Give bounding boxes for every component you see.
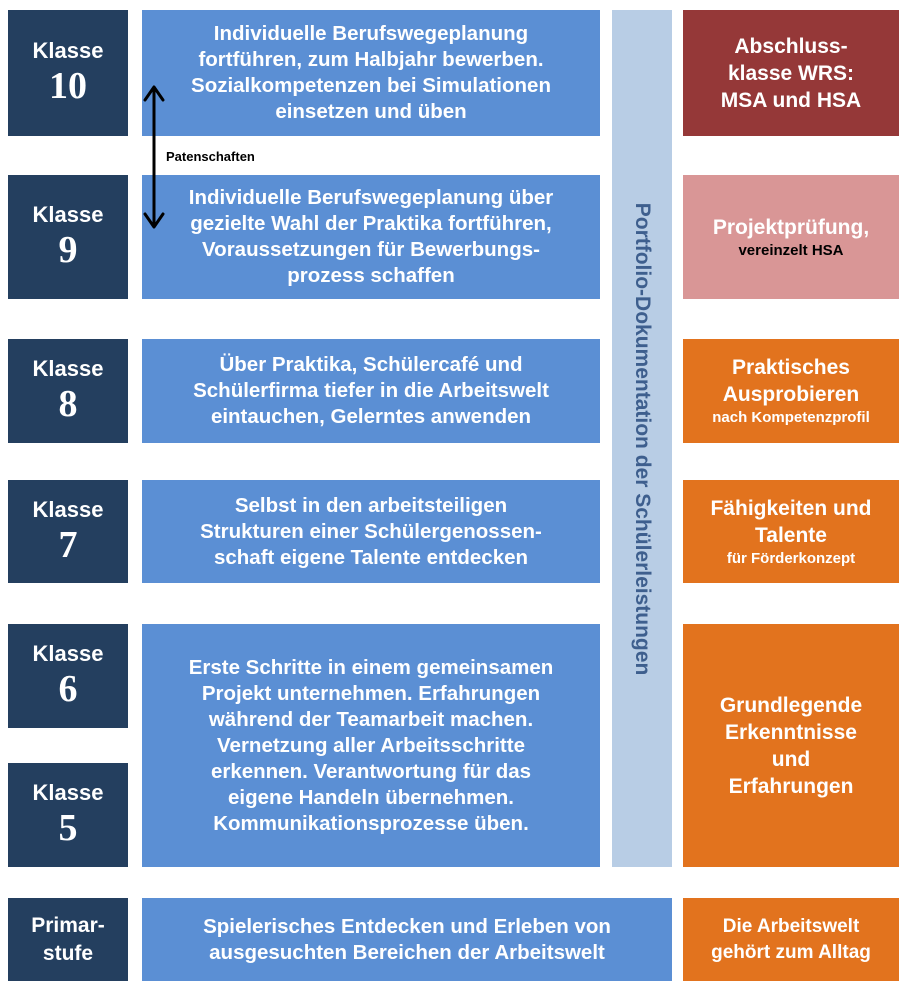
grade-number: 8 — [58, 383, 78, 425]
grade-label: Klasse — [32, 38, 104, 63]
description-line: Individuelle Berufswegeplanung über — [188, 186, 554, 209]
description-line: Sozialkompetenzen bei Simulationen — [191, 74, 551, 97]
description-line: prozess schaffen — [287, 264, 455, 287]
outcome-line: Ausprobieren — [722, 383, 860, 406]
outcome-line: klasse WRS: — [727, 61, 855, 85]
outcome-subtitle: für Förderkonzept — [726, 549, 856, 567]
outcome-line: MSA und HSA — [720, 88, 862, 112]
grade-box-7 — [8, 480, 128, 583]
description-box-7 — [142, 480, 600, 583]
grade-label: Klasse — [32, 641, 104, 666]
outcome-line: Projektprüfung, — [712, 215, 870, 239]
grade-number: 10 — [49, 65, 87, 107]
grade-box-10 — [8, 10, 128, 136]
outcome-line: Erfahrungen — [728, 774, 854, 798]
grade-label: Klasse — [32, 780, 104, 805]
grade-box-primarstufe — [8, 898, 128, 981]
outcome-line: Abschluss- — [734, 34, 848, 58]
outcome-line: Fähigkeiten und — [710, 496, 872, 520]
portfolio-label: Portfolio-Dokumentation der Schülerleistungen — [631, 202, 654, 675]
description-line: fortführen, zum Halbjahr bewerben. — [198, 48, 544, 71]
grade-label-line1: Primar- — [31, 913, 105, 937]
outcome-subtitle: nach Kompetenzprofil — [712, 409, 870, 426]
description-line: einsetzen und üben — [275, 100, 467, 123]
grade-box-5 — [8, 763, 128, 867]
description-box-8 — [142, 339, 600, 443]
grade-number: 5 — [58, 807, 78, 849]
grade-number: 9 — [58, 229, 78, 271]
outcome-box-6-5 — [683, 624, 899, 867]
outcome-line: Talente — [755, 523, 827, 547]
description-line: erkennen. Verantwortung für das — [210, 759, 532, 783]
description-line: Individuelle Berufswegeplanung — [213, 22, 529, 45]
description-line: Schülerfirma tiefer in die Arbeitswelt — [193, 379, 549, 402]
description-line: Kommunikationsprozesse üben. — [213, 811, 529, 835]
grade-number: 6 — [58, 668, 78, 710]
description-line: eintauchen, Gelerntes anwenden — [210, 405, 532, 428]
description-line: Erste Schritte in einem gemeinsamen — [188, 655, 554, 679]
description-box-10 — [142, 10, 600, 136]
grade-box-9 — [8, 175, 128, 299]
outcome-box-7 — [683, 480, 899, 583]
description-line: Selbst in den arbeitsteiligen — [234, 493, 508, 517]
outcome-line: Die Arbeitswelt — [722, 915, 860, 937]
description-line: eigene Handeln übernehmen. — [228, 785, 514, 809]
grade-label: Klasse — [32, 202, 104, 227]
outcome-subtitle: vereinzelt HSA — [738, 241, 844, 259]
grade-box-6 — [8, 624, 128, 728]
double-arrow-icon — [142, 82, 166, 232]
outcome-line: Grundlegende — [719, 693, 863, 717]
grade-number: 7 — [58, 523, 78, 566]
description-line: gezielte Wahl der Praktika fortführen, — [190, 212, 552, 235]
description-box-primarstufe — [142, 898, 672, 981]
description-line: Über Praktika, Schülercafé und — [219, 353, 523, 376]
description-line: Projekt unternehmen. Erfahrungen — [201, 681, 541, 705]
description-line: ausgesuchten Bereichen der Arbeitswelt — [209, 940, 605, 964]
grade-label-line2: stufe — [42, 941, 94, 965]
description-line: Strukturen einer Schülergenossen- — [200, 519, 542, 543]
outcome-box-8 — [683, 339, 899, 443]
description-line: während der Teamarbeit machen. — [208, 707, 534, 731]
description-line: schaft eigene Talente entdecken — [213, 545, 529, 569]
outcome-line: Praktisches — [732, 356, 850, 379]
outcome-line: gehört zum Alltag — [711, 941, 871, 963]
outcome-box-9 — [683, 175, 899, 299]
description-box-6-5 — [142, 624, 600, 867]
description-line: Vernetzung aller Arbeitsschritte — [217, 733, 525, 757]
outcome-box-primarstufe — [683, 898, 899, 981]
grade-label: Klasse — [32, 356, 104, 381]
patenschaften-label: Patenschaften — [166, 149, 255, 164]
outcome-line: Erkenntnisse — [725, 720, 857, 744]
grade-label: Klasse — [32, 496, 104, 522]
portfolio-bar — [612, 10, 672, 867]
description-line: Voraussetzungen für Bewerbungs- — [202, 238, 540, 261]
outcome-box-10 — [683, 10, 899, 136]
grade-box-8 — [8, 339, 128, 443]
description-line: Spielerisches Entdecken und Erleben von — [203, 914, 611, 938]
description-box-9 — [142, 175, 600, 299]
outcome-line: und — [771, 747, 811, 771]
